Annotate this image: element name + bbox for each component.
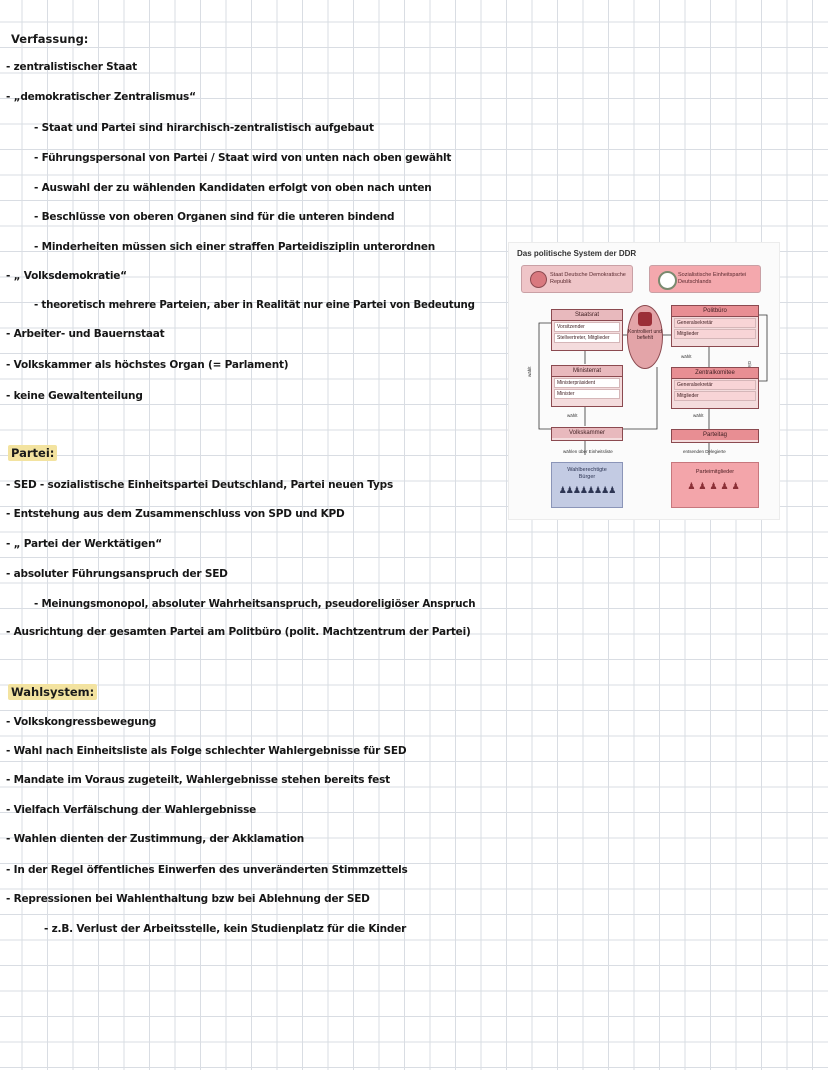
members-label: Parteimitglieder — [695, 469, 735, 475]
note-line: - Volkskammer als höchstes Organ (= Parlament) — [6, 359, 289, 371]
state-label: Staat Deutsche Demokratische Republik — [550, 272, 626, 285]
note-line: - keine Gewaltenteilung — [6, 390, 143, 402]
voters-box — [551, 462, 623, 508]
ministerrat-box — [551, 365, 623, 407]
waehlt-side-label: wählt — [527, 366, 532, 377]
politbuero-title: Politbüro — [672, 306, 758, 317]
ministerrat-row: Ministerpräsident — [554, 378, 620, 388]
staatsrat-row: Stellvertreter, Mitglieder — [554, 333, 620, 343]
diagram-title: Das politische System der DDR — [517, 249, 637, 258]
volkskammer-box — [551, 427, 623, 441]
zentralkomitee-row: Generalsekretär — [674, 380, 756, 390]
note-line: - Entstehung aus dem Zusammenschluss von SPD und KPD — [6, 508, 345, 520]
note-line: - theoretisch mehrere Parteien, aber in Realität nur eine Partei von Bedeutung — [34, 299, 475, 311]
ministerrat-row: Minister — [554, 389, 620, 399]
note-line: - absoluter Führungsanspruch der SED — [6, 568, 228, 580]
note-line: - Minderheiten müssen sich einer straffen Parteidisziplin unterordnen — [34, 241, 436, 253]
note-line: - In der Regel öffentliches Einwerfen des unveränderten Stimmzettels — [6, 864, 408, 876]
partei-heading: Partei: — [8, 445, 57, 461]
zentralkomitee-row: Mitglieder — [674, 391, 756, 401]
parteitag-box — [671, 429, 759, 443]
note-line: - Führungspersonal von Partei / Staat wird von unten nach oben gewählt — [34, 152, 452, 164]
party-label: Sozialistische Einheitspartei Deutschlands — [678, 272, 747, 285]
ddr-system-diagram — [508, 242, 780, 520]
wahlsystem-heading: Wahlsystem: — [8, 684, 97, 700]
note-line: - zentralistischer Staat — [6, 61, 137, 73]
control-label: Kontrolliert und befiehlt — [628, 329, 662, 341]
note-line: - Mandate im Voraus zugeteilt, Wahlergebnisse stehen bereits fest — [6, 774, 390, 786]
ministerrat-title: Ministerrat — [552, 366, 622, 377]
note-line: - Beschlüsse von oberen Organen sind für die unteren bindend — [34, 211, 395, 223]
note-line: - Auswahl der zu wählenden Kandidaten erfolgt von oben nach unten — [34, 182, 432, 194]
waehlt-label: wählt — [681, 354, 692, 359]
members-box — [671, 462, 759, 508]
einheitsliste-label: wählen über Einheitsliste — [563, 449, 613, 454]
note-line: - Ausrichtung der gesamten Partei am Politbüro (polit. Machtzentrum der Partei) — [6, 626, 471, 638]
staatsrat-title: Staatsrat — [552, 310, 622, 321]
parteitag-title: Parteitag — [672, 430, 758, 440]
waehlt-label: wählt — [567, 413, 578, 418]
voters-label: Wahlberechtigte Bürger — [567, 467, 607, 480]
politbuero-box — [671, 305, 759, 347]
fist-icon — [638, 312, 652, 326]
waehlt-label: wählt — [693, 413, 704, 418]
note-line: - Wahlen dienten der Zustimmung, der Akklamation — [6, 833, 305, 845]
note-line: - Meinungsmonopol, absoluter Wahrheitsanspruch, pseudoreligiöser Anspruch — [34, 598, 476, 610]
volkskammer-title: Volkskammer — [552, 428, 622, 438]
zentralkomitee-box — [671, 367, 759, 409]
note-line: - Staat und Partei sind hirarchisch-zentralistisch aufgebaut — [34, 122, 374, 134]
politbuero-row: Mitglieder — [674, 329, 756, 339]
staatsrat-row: Vorsitzender — [554, 322, 620, 332]
note-line: - „ Volksdemokratie“ — [6, 270, 127, 282]
note-line: - Arbeiter- und Bauernstaat — [6, 328, 165, 340]
politbuero-row: Generalsekretär — [674, 318, 756, 328]
note-line: - „demokratischer Zentralismus“ — [6, 91, 196, 103]
staatsrat-box — [551, 309, 623, 351]
note-line: - Volkskongressbewegung — [6, 716, 157, 728]
members-people-icon: ♟♟♟♟♟ — [687, 481, 743, 491]
note-line: - „ Partei der Werktätigen“ — [6, 538, 162, 550]
note-line: - Wahl nach Einheitsliste als Folge schlechter Wahlergebnisse für SED — [6, 745, 407, 757]
note-line: - Vielfach Verfälschung der Wahlergebnisse — [6, 804, 257, 816]
note-line: - SED - sozialistische Einheitspartei Deutschland, Partei neuen Typs — [6, 479, 393, 491]
note-line: - z.B. Verlust der Arbeitsstelle, kein Studienplatz für die Kinder — [44, 923, 407, 935]
verfassung-heading: Verfassung: — [11, 32, 89, 46]
note-line: - Repressionen bei Wahlenthaltung bzw bei Ablehnung der SED — [6, 893, 370, 905]
delegierte-label: entsenden Delegierte — [683, 449, 726, 454]
voters-people-icon: ♟♟♟♟♟♟♟♟ — [558, 485, 616, 495]
control-node — [627, 305, 663, 369]
zentralkomitee-title: Zentralkomitee — [672, 368, 758, 379]
